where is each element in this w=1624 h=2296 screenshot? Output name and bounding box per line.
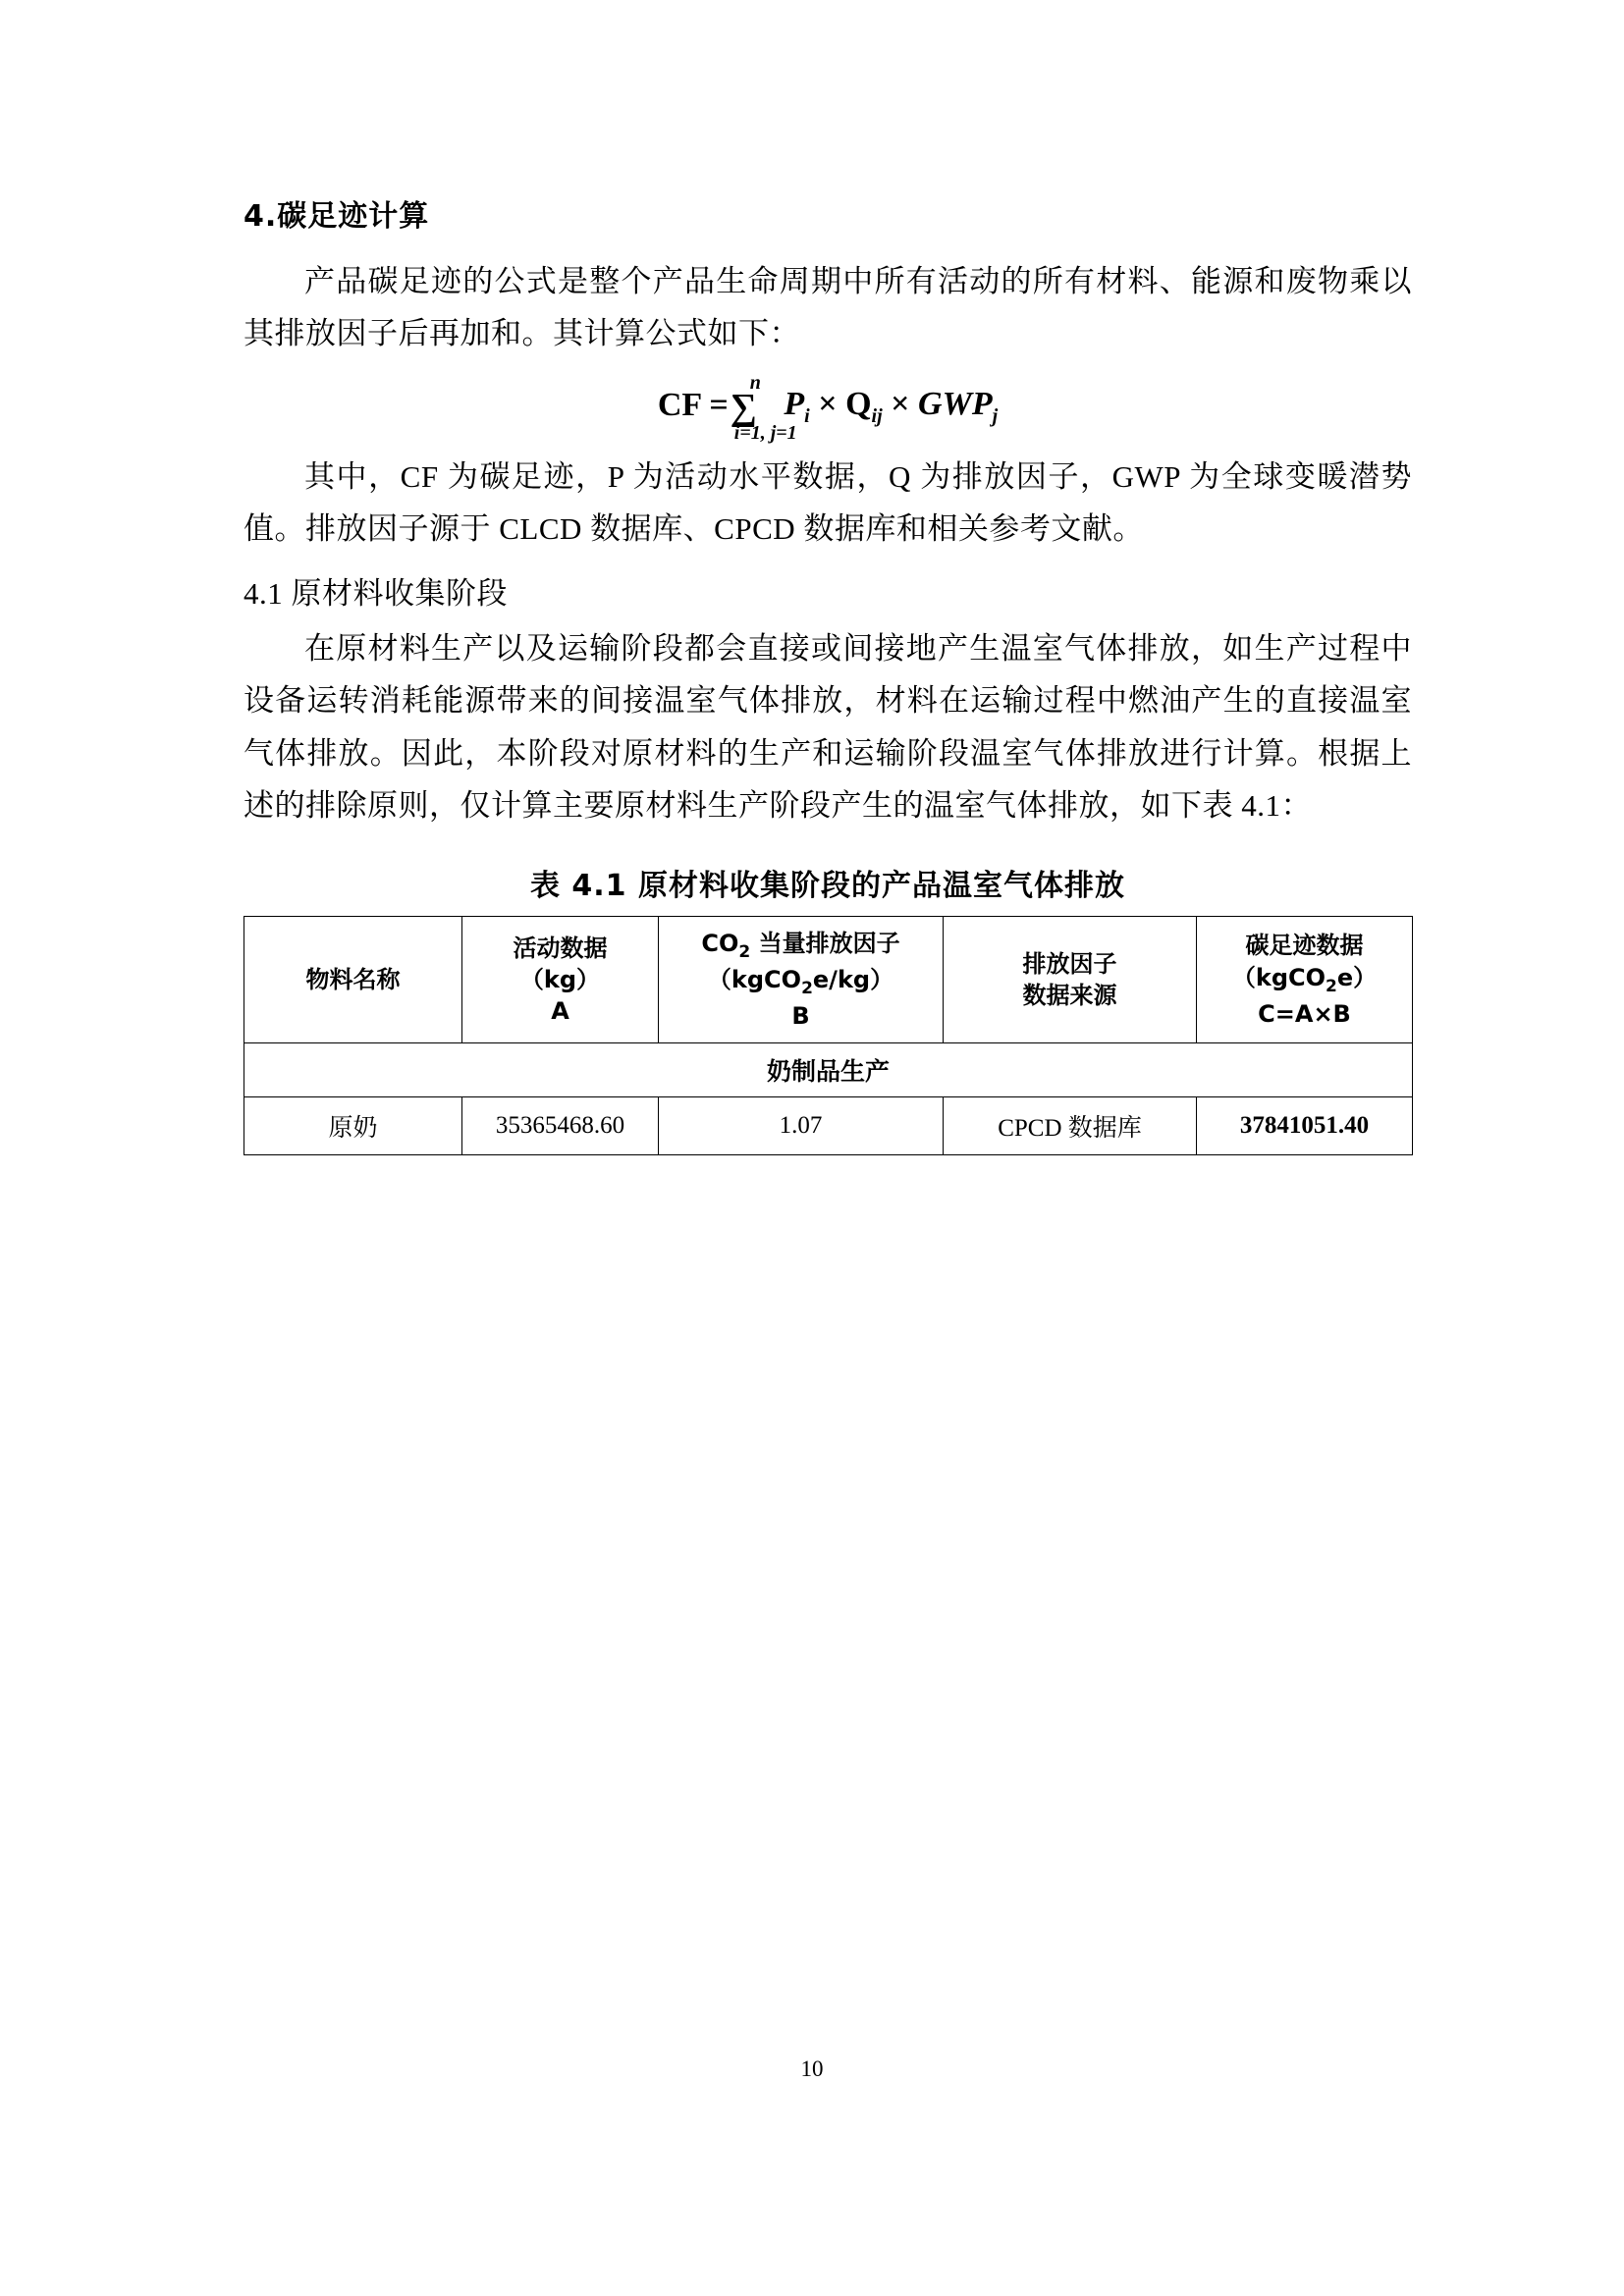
emissions-table	[244, 916, 1413, 1155]
cell-data-source: CPCD 数据库	[944, 1097, 1197, 1155]
carbon-footprint-formula	[244, 371, 1412, 444]
table-header-row	[244, 917, 1413, 1043]
table-row	[244, 1097, 1413, 1155]
sigma-icon: ∑	[730, 386, 757, 428]
cell-carbon-footprint: 37841051.40	[1197, 1097, 1413, 1155]
subsection-heading: 4.1 原材料收集阶段	[244, 576, 508, 612]
cell-material-name: 原奶	[244, 1097, 462, 1155]
page-number: 10	[800, 2056, 824, 2081]
header-material-name: 物料名称	[244, 917, 462, 1043]
formula-terms: $P_i \times Q_{ij} \times GWP_j$	[784, 386, 999, 428]
cell-emission-factor: 1.07	[659, 1097, 944, 1155]
header-activity-data: 活动数据 （kg） A	[462, 917, 659, 1043]
cell-activity-data: 35365468.60	[462, 1097, 659, 1155]
sum-upper-limit: n	[749, 371, 761, 394]
sum-lower-limit: i=1, j=1	[733, 421, 797, 444]
section-heading: 4.碳足迹计算	[244, 199, 430, 234]
paragraph-variable-definitions: 其中，CF 为碳足迹，P 为活动水平数据，Q 为排放因子，GWP 为全球变暖潜势值。排放因子源于 CLCD 数据库、CPCD 数据库和相关参考文献。	[244, 458, 1412, 546]
group-label: 奶制品生产	[244, 1043, 1413, 1097]
table-group-row	[244, 1043, 1413, 1097]
header-data-source: 排放因子 数据来源	[944, 917, 1197, 1043]
header-carbon-footprint: 碳足迹数据 （kgCO$_2$e） C=A×B	[1197, 917, 1413, 1043]
summation-symbol	[730, 371, 797, 444]
formula-lhs: CF =	[657, 386, 729, 423]
paragraph-raw-material-stage: 在原材料生产以及运输阶段都会直接或间接地产生温室气体排放，如生产过程中设备运转消耗能源带来的间接温室气体排放，材料在运输过程中燃油产生的直接温室气体排放。因此，本阶段对原材料的生产和运输阶段温室气体排放进行计算。根据上述的排除原则，仅计算主要原材料生产阶段产生的温室气体排放，如下表 4.1：	[244, 630, 1412, 823]
header-emission-factor: $CO_2$ 当量排放因子 （kgCO$_2$e/kg） B	[659, 917, 944, 1043]
page-content	[244, 196, 1412, 1155]
table-caption: 表 4.1 原材料收集阶段的产品温室气体排放	[529, 869, 1126, 904]
paragraph-formula-intro: 产品碳足迹的公式是整个产品生命周期中所有活动的所有材料、能源和废物乘以其排放因子后再加和。其计算公式如下：	[244, 264, 1412, 351]
